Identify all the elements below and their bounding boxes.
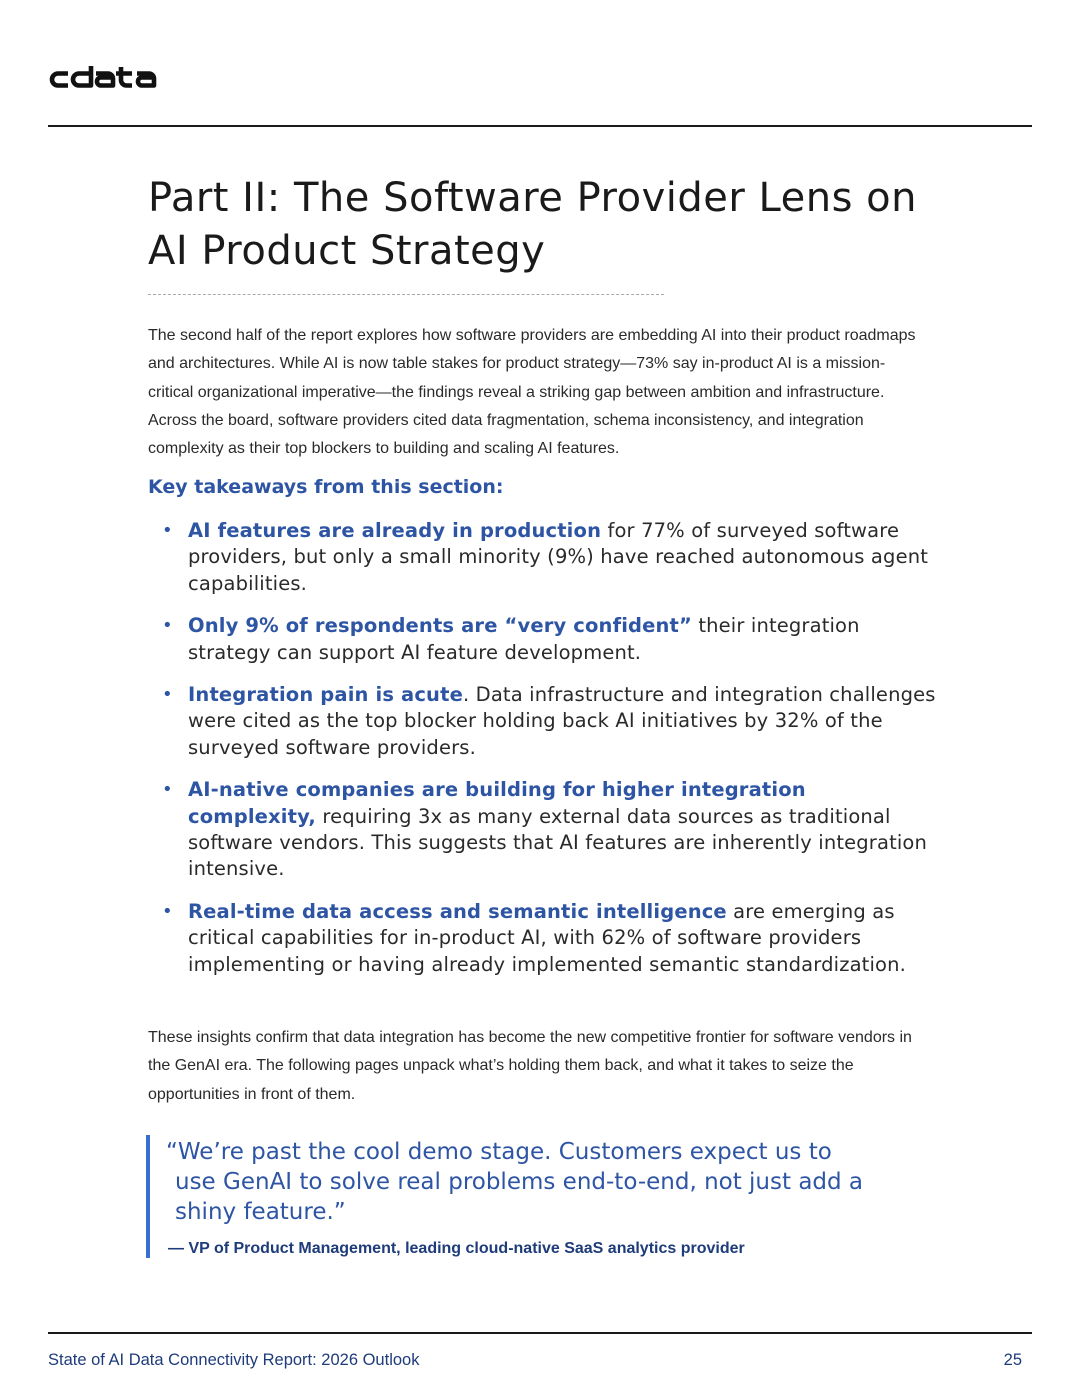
takeaway-text: for 77% of surveyed software providers, but only a small minority (9%) have reached autonomous agent capabilities. [188, 519, 929, 595]
takeaways-list [148, 518, 938, 978]
takeaway-item [148, 777, 938, 883]
bullet-icon: • [162, 520, 173, 541]
takeaway-item [148, 682, 938, 761]
quote-accent-bar [146, 1135, 150, 1258]
page-title [148, 172, 968, 278]
takeaway-highlight: AI features are already in production [188, 519, 602, 542]
footer-divider [48, 1332, 1032, 1334]
bullet-icon: • [162, 779, 173, 801]
takeaway-item [148, 899, 938, 978]
title-dashed-divider [148, 294, 664, 295]
takeaway-text: requiring 3x as many external data sources as traditional software vendors. This suggests that AI features are inherently integration intensive. [188, 804, 928, 881]
takeaway-highlight: Only 9% of respondents are “very confident” [188, 614, 692, 638]
bullet-icon: • [162, 900, 173, 922]
pull-quote-line-2: use GenAI to solve real problems end-to-end, not just add a [175, 1169, 864, 1195]
takeaways-heading: Key takeaways from this section: [148, 476, 504, 498]
cdata-logo [48, 64, 164, 94]
quote-attribution: — VP of Product Management, leading cloud-native SaaS analytics provider [168, 1240, 745, 1257]
takeaway-highlight: AI-native companies are building for higher integration complexity, [188, 778, 806, 828]
page-title-line-2: AI Product Strategy [148, 228, 546, 274]
header-divider [48, 125, 1032, 127]
takeaway-item [148, 518, 938, 597]
takeaway-text: . Data infrastructure and integration challenges were cited as the top blocker holding back AI initiatives by 32% of the surveyed software providers. [188, 683, 936, 759]
bullet-icon: • [162, 684, 173, 706]
takeaway-text: are emerging as critical capabilities for in-product AI, with 62% of software providers implementing or having already implemented semantic standardization. [188, 899, 906, 976]
takeaway-item [148, 613, 938, 666]
outro-paragraph: These insights confirm that data integration has become the new competitive frontier for software vendors in the GenAI era. The following pages unpack what’s holding them back, and what it takes to seize the opportunities in front of them. [148, 1029, 912, 1103]
pull-quote-line-3: shiny feature.” [175, 1199, 346, 1225]
page-title-line-1: Part II: The Software Provider Lens on [148, 175, 917, 221]
takeaway-highlight: Integration pain is acute [188, 683, 463, 707]
page-number: 25 [1003, 1351, 1022, 1369]
takeaway-text: their integration strategy can support AI feature development. [188, 614, 860, 664]
pull-quote [166, 1137, 886, 1227]
cdata-logo-mark [48, 64, 164, 92]
bullet-icon: • [162, 615, 173, 637]
intro-paragraph: The second half of the report explores how software providers are embedding AI into their product roadmaps and architectures. While AI is now table stakes for product strategy—73% say in-product AI is a mission-critical organizational imperative—the findings reveal a striking gap between ambition and infrastructure. Across the board, software providers cited data fragmentation, schema inconsistency, and integration complexity as their top blockers to building and scaling AI features. [148, 327, 916, 458]
pull-quote-line-1: “We’re past the cool demo stage. Customers expect us to [166, 1139, 832, 1165]
takeaway-highlight: Real-time data access and semantic intelligence [188, 899, 727, 923]
footer-report-title: State of AI Data Connectivity Report: 2026 Outlook [48, 1351, 420, 1369]
